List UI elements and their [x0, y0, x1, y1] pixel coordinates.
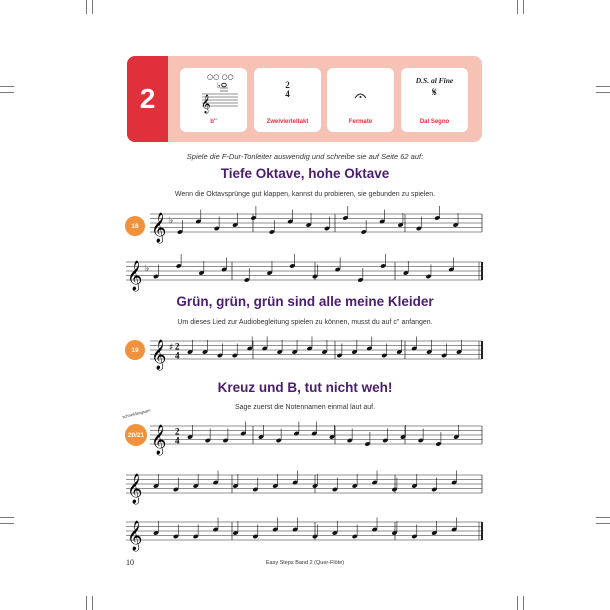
treble-clef-icon: 𝄞 [151, 340, 167, 370]
card-label: Fermate [348, 119, 373, 125]
section-title: Kreuz und B, tut nicht weh! [217, 380, 393, 395]
page-number: 10 [126, 558, 134, 567]
time-signature-icon: 2 [175, 426, 180, 437]
section-subtitle: Sage zuerst die Notennamen einmal laut auf. [234, 404, 376, 411]
audio-tag: schnell/langsam [121, 407, 151, 420]
section-title: Tiefe Oktave, hohe Oktave [220, 166, 390, 181]
track-badge: 18 [125, 216, 145, 236]
treble-clef-icon: 𝄞 [127, 474, 143, 504]
key-signature-icon: ♭ [145, 264, 150, 274]
time-signature-icon: 4 [175, 350, 180, 361]
segno-icon: 𝄋 [431, 85, 438, 99]
svg-text:♭: ♭ [217, 81, 221, 90]
key-signature-icon: ♯ [169, 343, 174, 353]
treble-clef-icon: 𝄞 [151, 213, 167, 243]
card-label: Zweivierteltakt [266, 119, 309, 125]
track-badge: 19 [125, 340, 145, 360]
section-title: Grün, grün, grün sind alle meine Kleider [176, 294, 434, 309]
card-label: b'' [210, 119, 217, 125]
intro-text: Spiele die F-Dur-Tonleiter auswendig und schreibe sie auf Seite 62 auf: [186, 152, 424, 161]
treble-clef-icon: 𝄞 [127, 261, 143, 291]
time-signature-icon: 4 [175, 435, 180, 446]
book-title: Easy Steps Band 2 (Quer-Flöte) [265, 560, 345, 566]
card-top-text: D.S. al Fine [415, 76, 454, 85]
card-label: Dal Segno [419, 119, 450, 125]
section-subtitle: Wenn die Oktavsprünge gut klappen, kannst du probieren, sie gebunden zu spielen. [174, 191, 436, 198]
treble-clef-icon: 𝄞 [127, 521, 143, 551]
time-signature-icon: 2 4 [285, 80, 290, 99]
treble-clef-icon: 𝄞 [151, 425, 167, 455]
svg-text:𝄞: 𝄞 [201, 94, 211, 113]
track-badge: 20/21 [125, 424, 147, 446]
section-subtitle: Um dieses Lied zur Audiobegleitung spielen zu können, musst du auf c'' anfangen. [177, 319, 433, 326]
svg-text:○○ ○○: ○○ ○○ [207, 73, 234, 81]
lesson-number: 2 [127, 56, 168, 142]
time-signature-icon: 2 [175, 341, 180, 352]
key-signature-icon: ♭ [169, 216, 174, 226]
